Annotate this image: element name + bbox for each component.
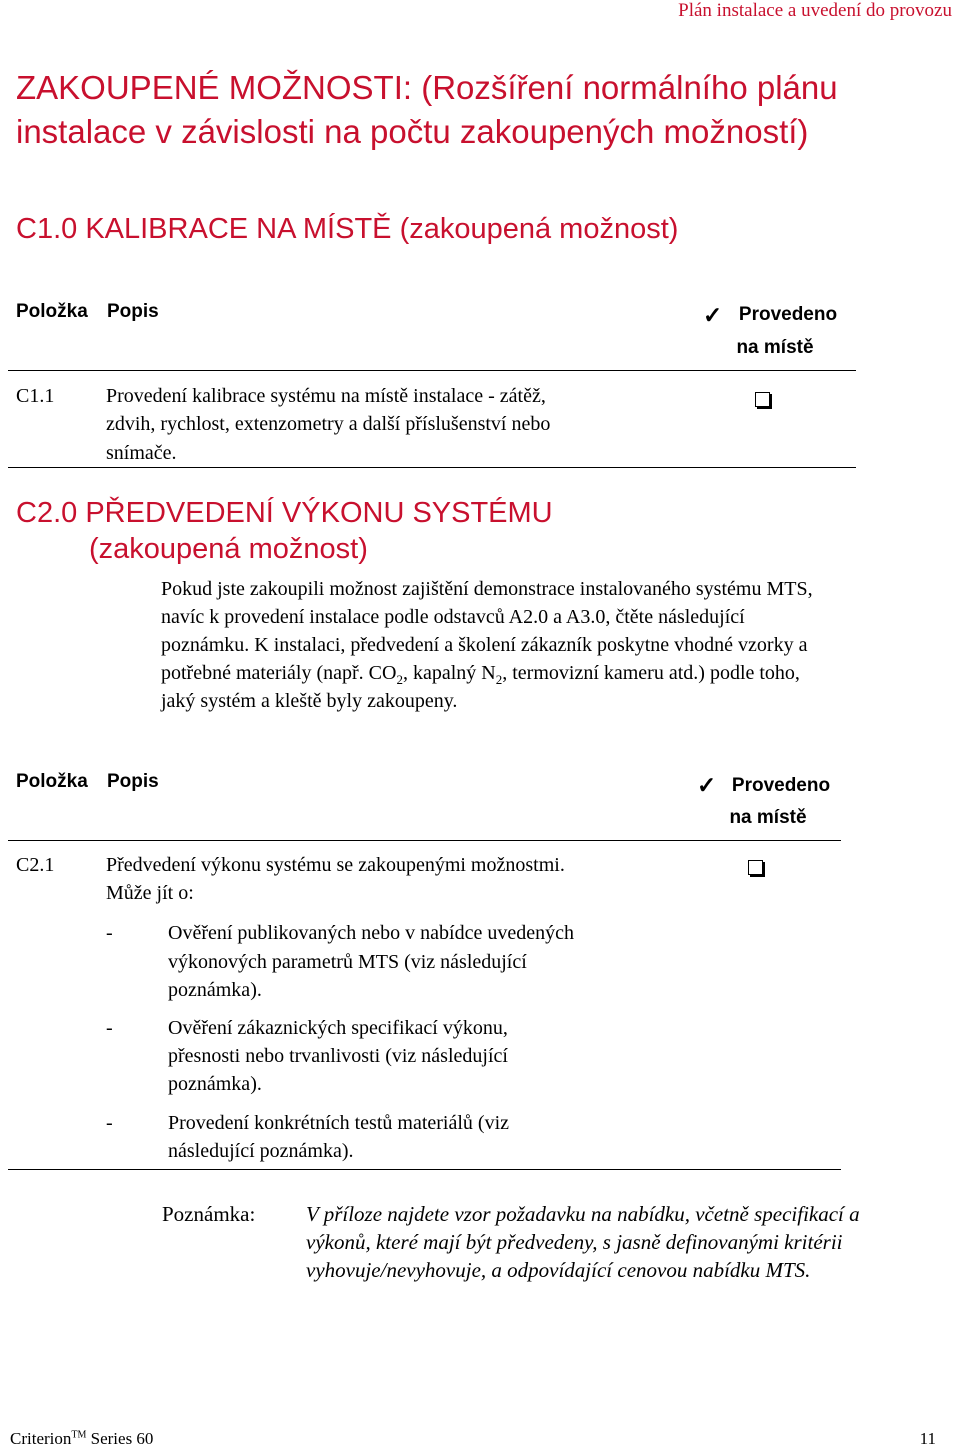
row-desc-line: snímače. [106,442,177,464]
table-rule [8,1169,841,1170]
intro-line: poznámku. K instalaci, předvedení a školení zákazník poskytne vhodné vzorky a [161,634,808,656]
col-done-header-line1: Provedeno [731,775,831,796]
page-number: 11 [919,1429,936,1448]
col-desc-header: Popis [107,301,159,322]
footer-product: Criterion™ Series 60 [10,1429,154,1448]
col-item-header: Položka [16,771,88,792]
note-line: V příloze najdete vzor požadavku na nabídku, včetně specifikací a [306,1202,860,1226]
row-number: C1.1 [16,385,55,407]
bullet-line: Ověření publikovaných nebo v nabídce uvedených [168,922,574,944]
running-header: Plán instalace a uvedení do provozu [678,0,952,21]
section-c2-heading: C2.0 PŘEDVEDENÍ VÝKONU SYSTÉMU [16,497,553,529]
row-desc-line: Předvedení výkonu systému se zakoupenými možnostmi. [106,854,565,876]
intro-line: jaký systém a kleště byly zakoupeny. [161,690,458,712]
check-icon: ✓ [703,303,723,328]
intro-line: Pokud jste zakoupili možnost zajištění demonstrace instalovaného systému MTS, [161,578,813,600]
section-c2-subheading: (zakoupená možnost) [89,533,368,565]
intro-line: navíc k provedení instalace podle odstavců A2.0 a A3.0, čtěte následující [161,606,745,628]
checkbox-icon[interactable] [755,392,770,407]
bullet-line: poznámka). [168,979,262,1001]
bullet-line: výkonových parametrů MTS (viz následující [168,951,527,973]
bullet-line: přesnosti nebo trvanlivosti (viz následující [168,1045,508,1067]
bullet-line: Ověření zákaznických specifikací výkonu, [168,1017,508,1039]
check-icon: ✓ [697,773,717,798]
bullet-line: následující poznámka). [168,1140,354,1162]
checkbox-icon[interactable] [748,860,763,875]
table-rule [8,467,856,468]
bullet-line: Provedení konkrétních testů materiálů (viz [168,1112,510,1134]
table-rule [8,370,856,371]
note-label: Poznámka: [162,1202,256,1226]
row-desc-line: zdvih, rychlost, extenzometry a další příslušenství nebo [106,413,551,435]
bullet-line: poznámka). [168,1073,262,1095]
row-desc-line: Může jít o: [106,882,194,904]
intro-line: potřebné materiály (např. $CO_2$, kapalný $N_2$, termovizní kameru atd.) podle toho, [161,662,800,687]
bullet-dash: - [106,922,113,944]
col-desc-header: Popis [107,771,159,792]
row-number: C2.1 [16,854,55,876]
bullet-dash: - [106,1112,113,1134]
col-item-header: Položka [16,301,88,322]
note-line: vyhovuje/nevyhovuje, a odpovídající cenovou nabídku MTS. [306,1258,811,1282]
bullet-dash: - [106,1017,113,1039]
col-done-header-line1: Provedeno [738,304,838,325]
page-title: ZAKOUPENÉ MOŽNOSTI: (Rozšíření normálního plánu instalace v závislosti na počtu zakoupených možností) [16,69,838,150]
table-rule [8,840,841,841]
note-line: výkonů, které mají být předvedeny, s jasně definovanými kritérii [306,1230,843,1254]
col-done-header-line2: na místě [736,337,814,358]
col-done-header-line2: na místě [729,807,807,828]
section-c1-heading: C1.0 KALIBRACE NA MÍSTĚ (zakoupená možnost) [16,213,679,245]
row-desc-line: Provedení kalibrace systému na místě instalace - zátěž, [106,385,546,407]
